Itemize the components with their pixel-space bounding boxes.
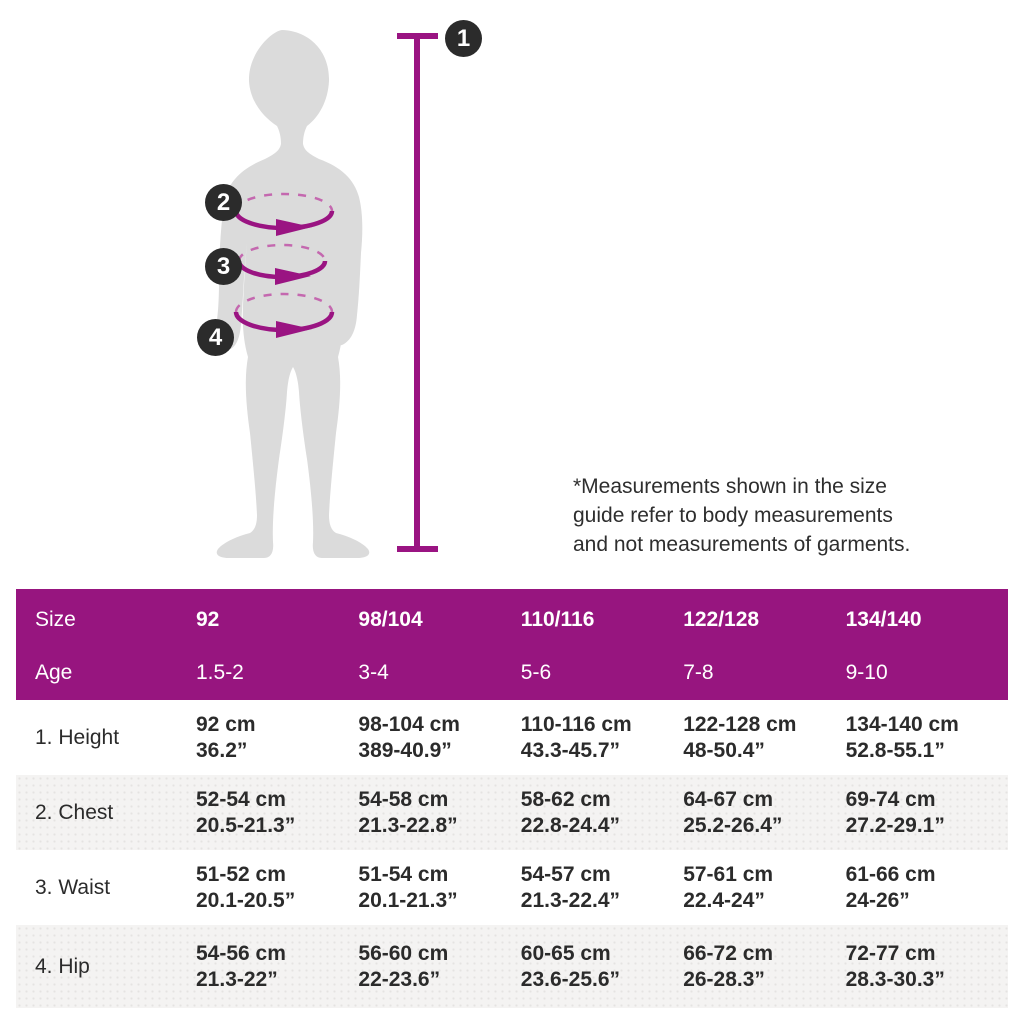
value-cm: 64-67 cm xyxy=(683,787,774,811)
measurement-cell xyxy=(358,862,520,914)
value-in: 21.3-22.4” xyxy=(520,888,621,912)
header-size-value: 122/128 xyxy=(683,608,760,631)
note-line: and not measurements of garments. xyxy=(573,533,911,556)
measurement-cell xyxy=(846,941,1008,993)
table-row xyxy=(16,850,1008,925)
badge-hip: 4 xyxy=(197,319,234,356)
value-cm: 58-62 cm xyxy=(520,787,611,811)
value-cm: 54-58 cm xyxy=(358,787,449,811)
value-cm: 56-60 cm xyxy=(358,941,449,965)
header-size-value: 110/116 xyxy=(520,608,595,631)
badge-chest: 2 xyxy=(205,184,242,221)
value-cm: 57-61 cm xyxy=(683,862,774,886)
value-in: 22-23.6” xyxy=(358,967,441,991)
value-cm: 51-54 cm xyxy=(358,862,449,886)
value-in: 52.8-55.1” xyxy=(845,738,945,762)
table-row xyxy=(16,700,1008,775)
measurement-cell xyxy=(521,941,683,993)
measurement-cell xyxy=(358,712,520,764)
value-in: 27.2-29.1” xyxy=(845,813,945,837)
value-cm: 98-104 cm xyxy=(358,712,460,736)
measurements-note xyxy=(573,472,910,559)
value-in: 21.3-22” xyxy=(196,967,278,991)
measurement-cell xyxy=(683,862,845,914)
measurement-cell xyxy=(196,862,358,914)
value-in: 389-40.9” xyxy=(358,738,452,762)
size-table-header xyxy=(16,589,1008,700)
value-in: 20.1-20.5” xyxy=(196,888,296,912)
value-cm: 110-116 cm xyxy=(520,712,632,736)
measurement-cell xyxy=(683,787,845,839)
header-age-row xyxy=(16,645,1008,700)
measurement-cell xyxy=(521,787,683,839)
value-in: 20.5-21.3” xyxy=(196,813,296,837)
measurement-cell xyxy=(846,712,1008,764)
size-table xyxy=(16,589,1008,1008)
header-age-value: 3-4 xyxy=(358,660,389,684)
header-size-label: Size xyxy=(35,608,76,631)
value-cm: 134-140 cm xyxy=(845,712,959,736)
note-line: guide refer to body measurements xyxy=(573,504,893,527)
row-label: 1. Height xyxy=(35,725,120,749)
badge-waist: 3 xyxy=(205,248,242,285)
table-row xyxy=(16,775,1008,850)
value-in: 22.8-24.4” xyxy=(520,813,621,837)
value-in: 26-28.3” xyxy=(683,967,765,991)
header-size-value: 98/104 xyxy=(358,608,423,631)
header-size-value: 92 xyxy=(196,608,220,631)
row-label: 2. Chest xyxy=(35,800,114,824)
value-in: 28.3-30.3” xyxy=(845,967,945,991)
table-row xyxy=(16,925,1008,1008)
measurement-cell xyxy=(358,941,520,993)
header-age-value: 1.5-2 xyxy=(196,660,244,684)
value-in: 20.1-21.3” xyxy=(358,888,458,912)
value-in: 25.2-26.4” xyxy=(683,813,783,837)
value-cm: 69-74 cm xyxy=(845,787,936,811)
measurement-cell xyxy=(196,941,358,993)
height-measure-line xyxy=(397,36,438,549)
header-age-label: Age xyxy=(35,660,73,684)
measurement-cell xyxy=(521,712,683,764)
row-label: 3. Waist xyxy=(35,875,111,899)
header-size-value: 134/140 xyxy=(845,608,922,631)
size-table-body xyxy=(16,700,1008,1008)
row-label: 4. Hip xyxy=(35,954,90,978)
note-line: *Measurements shown in the size xyxy=(573,475,887,498)
measurement-cell xyxy=(683,712,845,764)
measurement-cell xyxy=(683,941,845,993)
value-in: 23.6-25.6” xyxy=(520,967,621,991)
header-age-value: 9-10 xyxy=(845,660,888,684)
header-age-value: 7-8 xyxy=(683,660,714,684)
measurement-cell xyxy=(521,862,683,914)
measurement-cell xyxy=(196,787,358,839)
measurement-cell xyxy=(358,787,520,839)
value-in: 21.3-22.8” xyxy=(358,813,458,837)
value-cm: 51-52 cm xyxy=(196,862,286,886)
value-cm: 72-77 cm xyxy=(845,941,936,965)
value-in: 36.2” xyxy=(196,738,248,762)
value-in: 48-50.4” xyxy=(683,738,765,762)
value-in: 22.4-24” xyxy=(683,888,765,912)
child-silhouette-icon xyxy=(214,30,369,558)
value-in: 24-26” xyxy=(845,888,910,912)
measurement-cell xyxy=(846,862,1008,914)
value-cm: 66-72 cm xyxy=(683,941,774,965)
measurement-cell xyxy=(846,787,1008,839)
header-size-row xyxy=(16,589,1008,645)
header-age-value: 5-6 xyxy=(520,660,552,684)
value-cm: 52-54 cm xyxy=(196,787,286,811)
value-cm: 61-66 cm xyxy=(845,862,936,886)
value-cm: 60-65 cm xyxy=(520,941,611,965)
value-cm: 54-57 cm xyxy=(520,862,611,886)
value-cm: 92 cm xyxy=(196,712,256,736)
value-in: 43.3-45.7” xyxy=(520,738,621,762)
value-cm: 122-128 cm xyxy=(683,712,797,736)
badge-height: 1 xyxy=(445,20,482,57)
value-cm: 54-56 cm xyxy=(196,941,286,965)
measurement-cell xyxy=(196,712,358,764)
